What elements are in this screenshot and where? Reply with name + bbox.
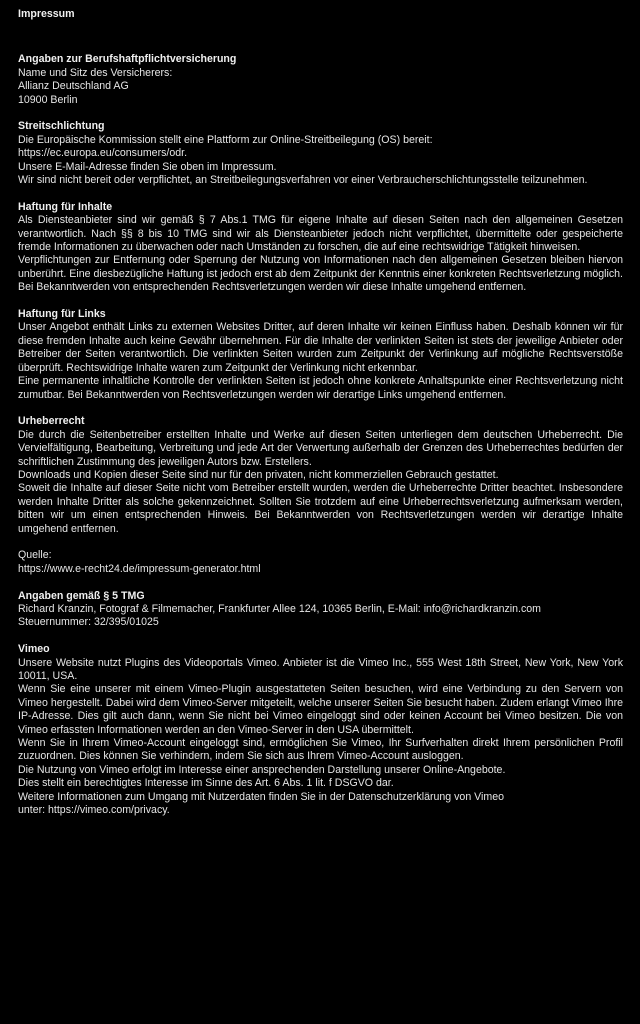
tmg-address-text: Richard Kranzin, Fotograf & Filmemacher, Frankfurter Allee 124, 10365 Berlin, E-Mail: <box>18 602 424 615</box>
email-link[interactable]: info@richardkranzin.com <box>423 602 542 615</box>
quelle-label: Quelle: <box>18 549 52 562</box>
section-urheberrecht <box>18 415 623 536</box>
section-streitschlichtung <box>18 120 623 187</box>
streitschlichtung-line: Unsere E-Mail-Adresse finden Sie oben im Impressum. <box>18 160 277 173</box>
tmg-title: Angaben gemäß § 5 TMG <box>18 589 145 602</box>
section-haftung-links <box>18 308 623 402</box>
urheberrecht-paragraph: Die durch die Seitenbetreiber erstellten Inhalte und Werke auf diesen Seiten unterliegen dem deutschen Urheberrecht. Die Vervielfältigung, Bearbeitung, Verbreitung und jede Art der Verwertung außerhalb der Grenzen des Urheberrechtes bedürfen der schriftlichen Zustimmung des jeweiligen Autors bzw. Erstellers. <box>18 428 623 468</box>
section-haftung-inhalte <box>18 201 623 295</box>
vimeo-privacy-link[interactable]: unter: https://vimeo.com/privacy. <box>18 804 170 817</box>
haftung-inhalte-title: Haftung für Inhalte <box>18 200 113 213</box>
vimeo-title: Vimeo <box>18 643 50 656</box>
haftung-links-paragraph: Eine permanente inhaltliche Kontrolle der verlinkten Seiten ist jedoch ohne konkrete Anhaltspunkte einer Rechtsverletzung nicht zumutbar. Bei Bekanntwerden von Rechtsverletzungen werden wir derartige Links umgehend entfernen. <box>18 375 623 401</box>
urheberrecht-paragraph: Soweit die Inhalte auf dieser Seite nicht vom Betreiber erstellt wurden, werden die Urheberrechte Dritter beachtet. Insbesondere werden Inhalte Dritter als solche gekennzeichnet. Sollten Sie trotzdem auf eine Urheberrechtsverletzung aufmerksam werden, bitten wir um einen entsprechenden Hinweis. Bei Bekanntwerden von Rechtsverletzungen werden wir derartige Inhalte umgehend entfernen. <box>18 482 623 535</box>
streitschlichtung-line: Wir sind nicht bereit oder verpflichtet, an Streitbeilegungsverfahren vor einer Verbraucherschlichtungsstelle teilzunehmen. <box>18 174 588 187</box>
page-title: Impressum <box>18 8 75 20</box>
vimeo-paragraph: Weitere Informationen zum Umgang mit Nutzerdaten finden Sie in der Datenschutzerklärung von Vimeo <box>18 790 504 803</box>
versicherung-line: 10900 Berlin <box>18 93 78 106</box>
streitschlichtung-title: Streitschlichtung <box>18 120 105 133</box>
versicherung-title: Angaben zur Berufshaftpflichtversicherung <box>18 53 237 66</box>
urheberrecht-title: Urheberrecht <box>18 415 85 428</box>
vimeo-paragraph: Wenn Sie eine unserer mit einem Vimeo-Plugin ausgestatteten Seiten besuchen, wird eine Verbindung zu den Servern von Vimeo hergestellt. Dabei wird dem Vimeo-Server mitgeteilt, welche unserer Seiten Sie besucht haben. Zudem erlangt Vimeo Ihre IP-Adresse. Dies gilt auch dann, wenn Sie nicht bei Vimeo eingeloggt sind oder keinen Account bei Vimeo besitzen. Die von Vimeo erfassten Informationen werden an den Vimeo-Server in den USA übermittelt. <box>18 683 623 736</box>
section-tmg <box>18 590 623 630</box>
vimeo-paragraph: Dies stellt ein berechtigtes Interesse im Sinne des Art. 6 Abs. 1 lit. f DSGVO dar. <box>18 777 394 790</box>
odr-link[interactable]: https://ec.europa.eu/consumers/odr. <box>18 147 188 160</box>
versicherung-line: Name und Sitz des Versicherers: <box>18 66 173 79</box>
section-vimeo <box>18 643 623 817</box>
tmg-address-line <box>18 603 623 616</box>
haftung-inhalte-paragraph: Als Diensteanbieter sind wir gemäß § 7 Abs.1 TMG für eigene Inhalte auf diesen Seiten nach den allgemeinen Gesetzen verantwortlich. Nach §§ 8 bis 10 TMG sind wir als Diensteanbieter jedoch nicht verpflichtet, übermittelte oder gespeicherte fremde Informationen zu überwachen oder nach Umständen zu forschen, die auf eine rechtswidrige Tätigkeit hinweisen. <box>18 214 623 254</box>
urheberrecht-paragraph: Downloads und Kopien dieser Seite sind nur für den privaten, nicht kommerziellen Gebrauch gestattet. <box>18 468 499 481</box>
vimeo-paragraph: Wenn Sie in Ihrem Vimeo-Account eingeloggt sind, ermöglichen Sie Vimeo, Ihr Surfverhalten direkt Ihrem persönlichen Profil zuzuordnen. Dies können Sie verhindern, indem Sie sich aus Ihrem Vimeo-Account ausloggen. <box>18 737 623 763</box>
streitschlichtung-line: Die Europäische Kommission stellt eine Plattform zur Online-Streitbeilegung (OS) bereit: <box>18 133 433 146</box>
haftung-inhalte-paragraph: Verpflichtungen zur Entfernung oder Sperrung der Nutzung von Informationen nach den allgemeinen Gesetzen bleiben hiervon unberührt. Eine diesbezügliche Haftung ist jedoch erst ab dem Zeitpunkt der Kenntnis einer konkreten Rechtsverletzung möglich. Bei Bekanntwerden von entsprechenden Rechtsverletzungen werden wir diese Inhalte umgehend entfernen. <box>18 254 623 294</box>
steuernummer: Steuernummer: 32/395/01025 <box>18 616 159 629</box>
haftung-links-title: Haftung für Links <box>18 308 106 321</box>
quelle-link[interactable]: https://www.e-recht24.de/impressum-generator.html <box>18 562 261 575</box>
vimeo-paragraph: Unsere Website nutzt Plugins des Videoportals Vimeo. Anbieter ist die Vimeo Inc., 555 West 18th Street, New York, New York 10011, USA. <box>18 656 623 682</box>
section-quelle <box>18 549 623 576</box>
vimeo-paragraph: Die Nutzung von Vimeo erfolgt im Interesse einer ansprechenden Darstellung unserer Online-Angebote. <box>18 763 506 776</box>
versicherung-line: Allianz Deutschland AG <box>18 80 129 93</box>
haftung-links-paragraph: Unser Angebot enthält Links zu externen Websites Dritter, auf deren Inhalte wir keinen Einfluss haben. Deshalb können wir für diese fremden Inhalte auch keine Gewähr übernehmen. Für die Inhalte der verlinkten Seiten ist stets der jeweilige Anbieter oder Betreiber der Seiten verantwortlich. Die verlinkten Seiten wurden zum Zeitpunkt der Verlinkung auf mögliche Rechtsverstöße überprüft. Rechtswidrige Inhalte waren zum Zeitpunkt der Verlinkung nicht erkennbar. <box>18 321 623 374</box>
section-versicherung <box>18 53 623 107</box>
